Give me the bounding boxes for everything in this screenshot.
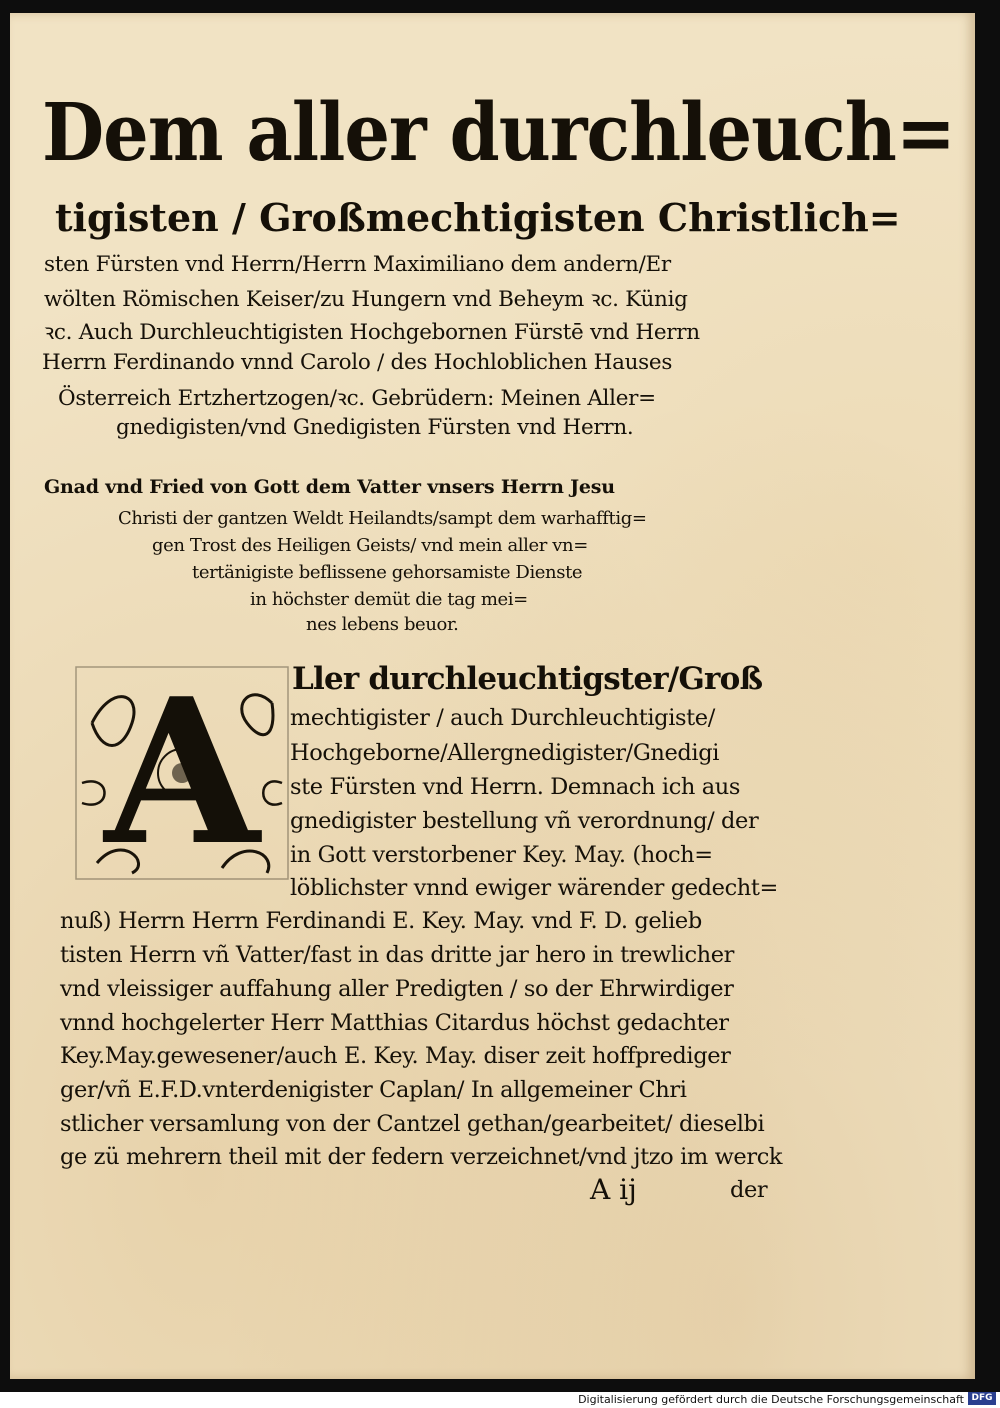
body-line: tisten Herrn vñ Vatter/fast in das dritte jar hero in trewlicher: [60, 942, 735, 968]
dedication-line: ꝛc. Auch Durchleuchtigisten Hochgebornen Fürstē vnd Herrn: [44, 320, 700, 345]
book-page: [10, 13, 975, 1379]
ornamental-initial: [72, 655, 292, 890]
title-line-2: tigisten / Großmechtigisten Christlich=: [55, 195, 901, 240]
body-line: ger/vñ E.F.D.vnterdenigister Caplan/ In allgemeiner Chri: [60, 1077, 687, 1103]
dedication-line: Herrn Ferdinando vnnd Carolo / des Hochloblichen Hauses: [42, 350, 673, 375]
greeting-line: tertänigiste beflissene gehorsamiste Dienste: [192, 562, 583, 583]
body-line: vnd vleissiger auffahung aller Predigten / so der Ehrwirdiger: [60, 976, 734, 1002]
body-line: in Gott verstorbener Key. May. (hoch=: [290, 842, 713, 868]
body-line: ge zü mehrern theil mit der federn verzeichnet/vnd jtzo im werck: [60, 1144, 783, 1170]
greeting-line: nes lebens beuor.: [306, 614, 459, 635]
dedication-line: wölten Römischen Keiser/zu Hungern vnd Beheym ꝛc. Künig: [44, 287, 688, 312]
greeting-line: Christi der gantzen Weldt Heilandts/sampt dem warhafftig=: [118, 508, 647, 529]
body-line: Hochgeborne/Allergnedigister/Gnedigi: [290, 740, 720, 766]
body-line: vnnd hochgelerter Herr Matthias Citardus höchst gedachter: [60, 1010, 729, 1036]
greeting-line: in höchster demüt die tag mei=: [250, 589, 528, 610]
title-line-1: Dem aller durchleuch=: [42, 85, 955, 179]
greeting-line: Gnad vnd Fried von Gott dem Vatter vnsers Herrn Jesu: [44, 476, 615, 498]
body-line: nuß) Herrn Herrn Ferdinandi E. Key. May. vnd F. D. gelieb: [60, 908, 702, 934]
signature-mark: A ij: [590, 1173, 637, 1206]
dedication-line: gnedigisten/vnd Gnedigisten Fürsten vnd Herrn.: [116, 415, 634, 440]
dedication-line: Österreich Ertzhertzogen/ꝛc. Gebrüdern: Meinen Aller=: [58, 386, 656, 411]
greeting-line: gen Trost des Heiligen Geists/ vnd mein aller vn=: [152, 535, 588, 556]
body-line: stlicher versamlung von der Cantzel gethan/gearbeitet/ dieselbi: [60, 1111, 765, 1137]
dedication-line: sten Fürsten vnd Herrn/Herrn Maximiliano dem andern/Er: [44, 252, 671, 277]
body-line: Key.May.gewesener/auch E. Key. May. diser zeit hoffprediger: [60, 1043, 731, 1069]
initial-letter: A: [104, 655, 260, 890]
catchword: der: [730, 1177, 768, 1203]
body-line: gnedigister bestellung vñ verordnung/ der: [290, 808, 759, 834]
footer-credit: Digitalisierung gefördert durch die Deutsche Forschungsgemeinschaft: [578, 1393, 964, 1406]
body-line: mechtigister / auch Durchleuchtigiste/: [290, 705, 715, 731]
dfg-logo: DFG: [968, 1392, 996, 1405]
body-line: ste Fürsten vnd Herrn. Demnach ich aus: [290, 774, 740, 800]
body-line: Ller durchleuchtigster/Groß: [292, 661, 763, 697]
body-line: löblichster vnnd ewiger wärender gedecht=: [290, 875, 778, 901]
